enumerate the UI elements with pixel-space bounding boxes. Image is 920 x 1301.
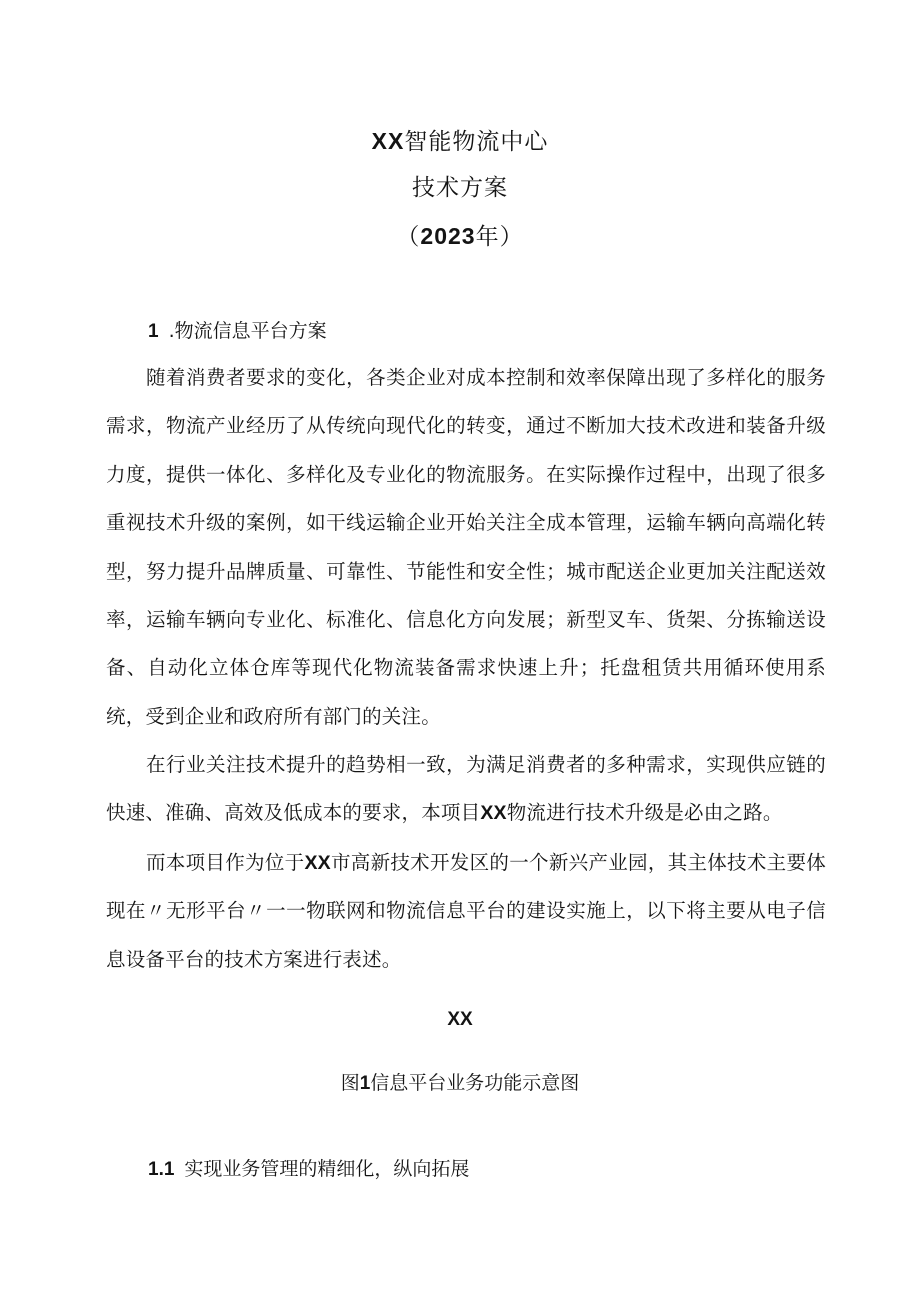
section-1-1-heading bbox=[148, 1156, 469, 1183]
paragraph-2-org-code: XX bbox=[480, 802, 507, 825]
document-title-line-3 bbox=[0, 221, 920, 252]
title-org-code: XX bbox=[371, 128, 405, 154]
paragraph-2-text-b: 物流进行技术升级是必由之路。 bbox=[506, 801, 783, 825]
section-1-title: .物流信息平台方案 bbox=[168, 320, 327, 342]
figure-placeholder-text: XX bbox=[447, 1009, 473, 1030]
paragraph-3-text-b: 市高新技术开发区的一个新兴产业园，其主体技术主要体现在〃无形平台〃一一物联网和物流信息平台的建设实施上，以下将主要从电子信息设备平台的技术方案进行表述。 bbox=[106, 851, 826, 971]
figure-caption-prefix: 图 bbox=[340, 1072, 360, 1094]
section-1-number: 1 bbox=[148, 321, 159, 342]
section-1-heading bbox=[148, 318, 327, 345]
paragraph-3 bbox=[106, 839, 826, 984]
title-paren-open: （ bbox=[396, 224, 421, 250]
document-title-line-1 bbox=[0, 126, 920, 157]
title-year-suffix: 年） bbox=[475, 224, 524, 250]
paragraph-3-text-a: 而本项目作为位于 bbox=[146, 851, 305, 874]
title-year: 2023 bbox=[420, 223, 476, 249]
paragraph-3-org-code: XX bbox=[304, 852, 331, 874]
section-1-1-number: 1.1 bbox=[148, 1159, 175, 1180]
figure-caption-number: 1 bbox=[359, 1073, 371, 1094]
figure-placeholder bbox=[0, 1006, 920, 1033]
paragraph-2 bbox=[106, 741, 826, 838]
document-title-line-2: 技术方案 bbox=[412, 175, 508, 201]
figure-caption-text: 信息平台业务功能示意图 bbox=[370, 1072, 580, 1094]
section-1-1-title: 实现业务管理的精细化，纵向拓展 bbox=[184, 1158, 470, 1180]
paragraph-2-text-a: 在行业关注技术提升的趋势相一致，为满足消费者的多种需求，实现供应链的快速、准确、高效及低成本的要求，本项目 bbox=[106, 753, 826, 825]
paragraph-1: 随着消费者要求的变化，各类企业对成本控制和效率保障出现了多样化的服务需求，物流产业经历了从传统向现代化的转变，通过不断加大技术改进和装备升级力度，提供一体化、多样化及专业化的物流服务。在实际操作过程中，出现了很多重视技术升级的案例，如干线运输企业开始关注全成本管理，运输车辆向高端化转型，努力提升品牌质量、可靠性、节能性和安全性；城市配送企业更加关注配送效率，运输车辆向专业化、标准化、信息化方向发展；新型叉车、货架、分拣输送设备、自动化立体仓库等现代化物流装备需求快速上升；托盘租赁共用循环使用系统，受到企业和政府所有部门的关注。 bbox=[106, 366, 826, 728]
figure-caption bbox=[0, 1070, 920, 1097]
title-project-name: 智能物流中心 bbox=[404, 129, 549, 155]
